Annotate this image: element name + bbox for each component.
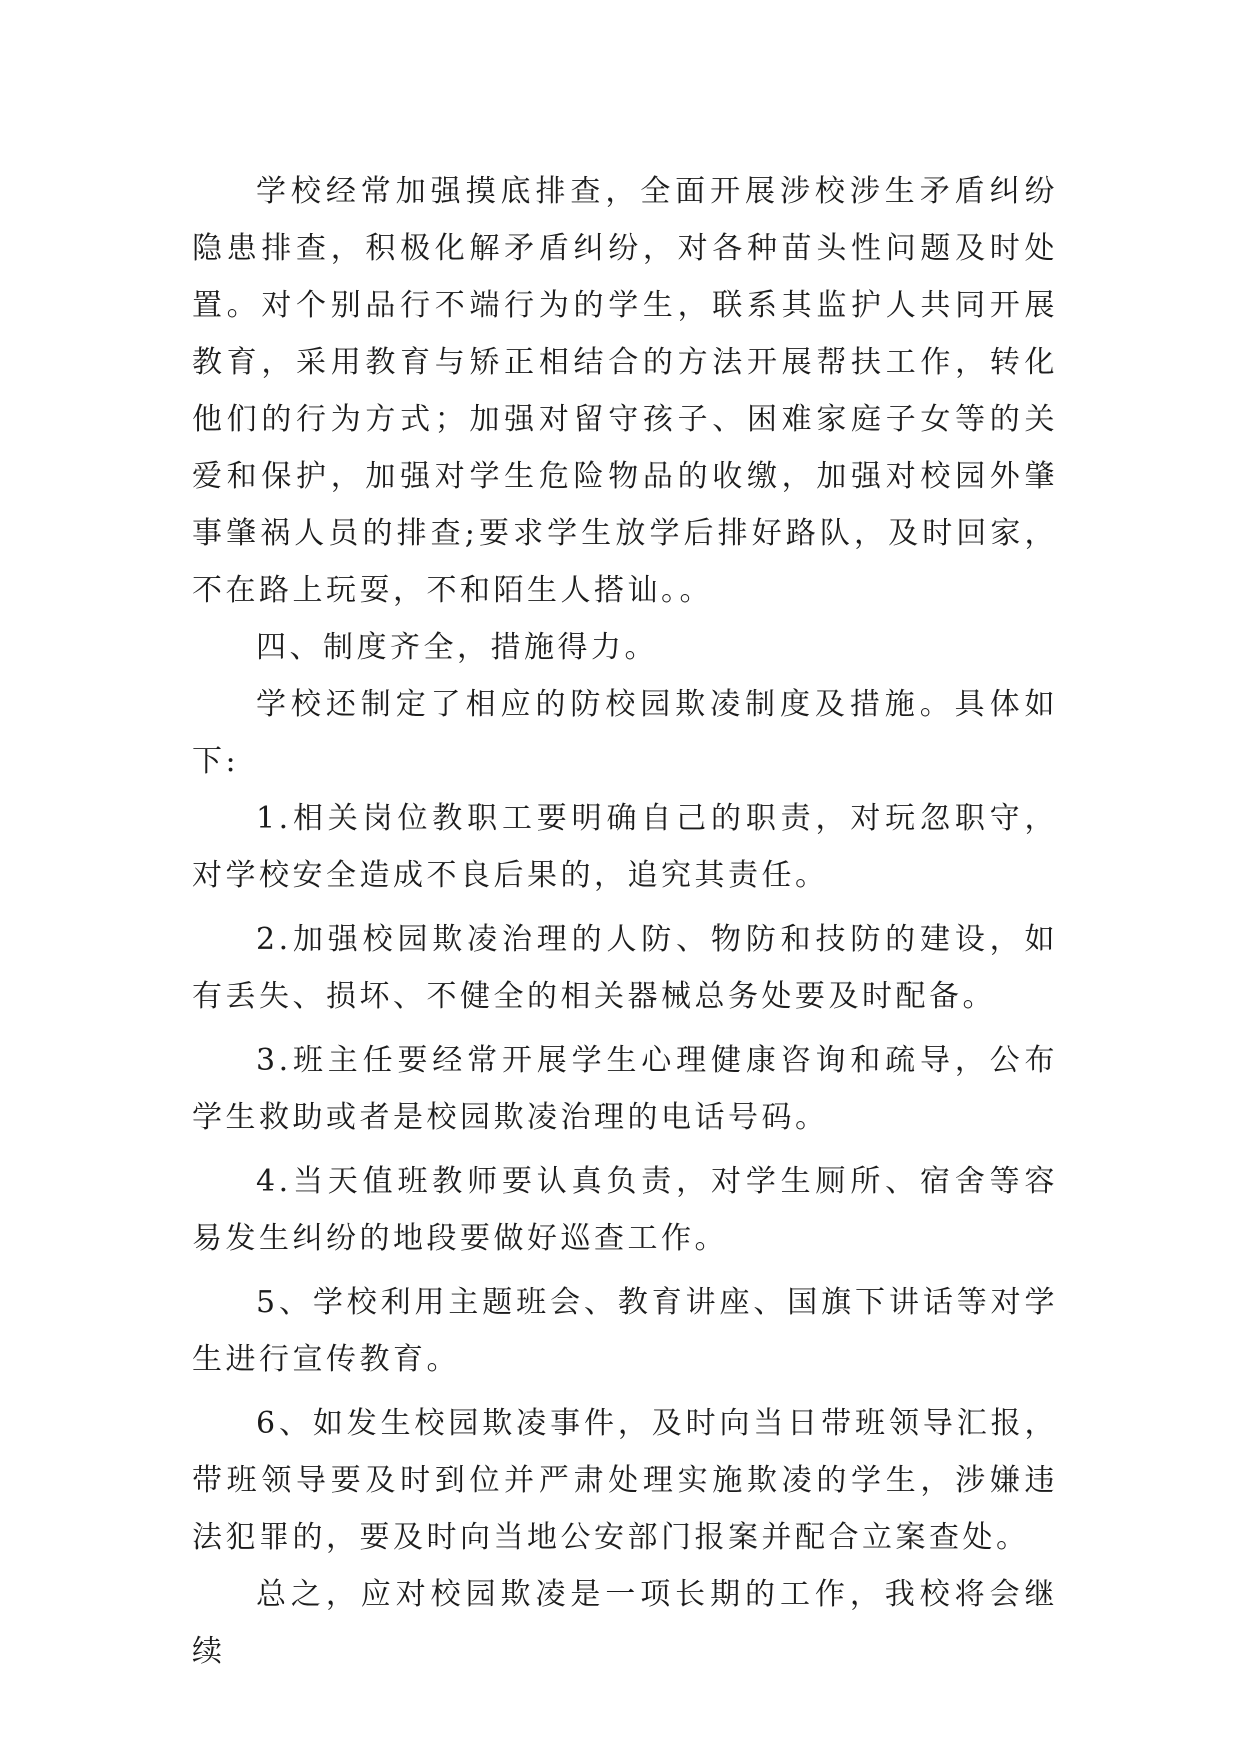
document-body <box>192 163 1058 1680</box>
list-item-1: 1.相关岗位教职工要明确自己的职责，对玩忽职守，对学校安全造成不良后果的，追究其责任。 <box>192 801 1058 893</box>
list-item-3: 3.班主任要经常开展学生心理健康咨询和疏导，公布学生救助或者是校园欺凌治理的电话号码。 <box>192 1043 1058 1135</box>
list-item-4: 4.当天值班教师要认真负责，对学生厕所、宿舍等容易发生纠纷的地段要做好巡查工作。 <box>192 1164 1058 1256</box>
paragraph-measures-intro: 学校还制定了相应的防校园欺凌制度及措施。具体如下: <box>192 687 1058 779</box>
paragraph-closing: 总之，应对校园欺凌是一项长期的工作，我校将会继续 <box>192 1577 1058 1669</box>
paragraph-investigation: 学校经常加强摸底排查，全面开展涉校涉生矛盾纠纷隐患排查，积极化解矛盾纠纷，对各种苗头性问题及时处置。对个别品行不端行为的学生，联系其监护人共同开展教育，采用教育与矫正相结合的方法开展帮扶工作，转化他们的行为方式；加强对留守孩子、困难家庭子女等的关爱和保护，加强对学生危险物品的收缴，加强对校园外肇事肇祸人员的排查;要求学生放学后排好路队，及时回家，不在路上玩耍，不和陌生人搭讪。。 <box>192 174 1058 608</box>
list-item-6: 6、如发生校园欺凌事件，及时向当日带班领导汇报，带班领导要及时到位并严肃处理实施欺凌的学生，涉嫌违法犯罪的，要及时向当地公安部门报案并配合立案查处。 <box>192 1406 1058 1555</box>
list-item-2: 2.加强校园欺凌治理的人防、物防和技防的建设，如有丢失、损坏、不健全的相关器械总务处要及时配备。 <box>192 922 1058 1014</box>
section-heading-4: 四、制度齐全，措施得力。 <box>256 630 658 665</box>
list-item-5: 5、学校利用主题班会、教育讲座、国旗下讲话等对学生进行宣传教育。 <box>192 1285 1058 1377</box>
